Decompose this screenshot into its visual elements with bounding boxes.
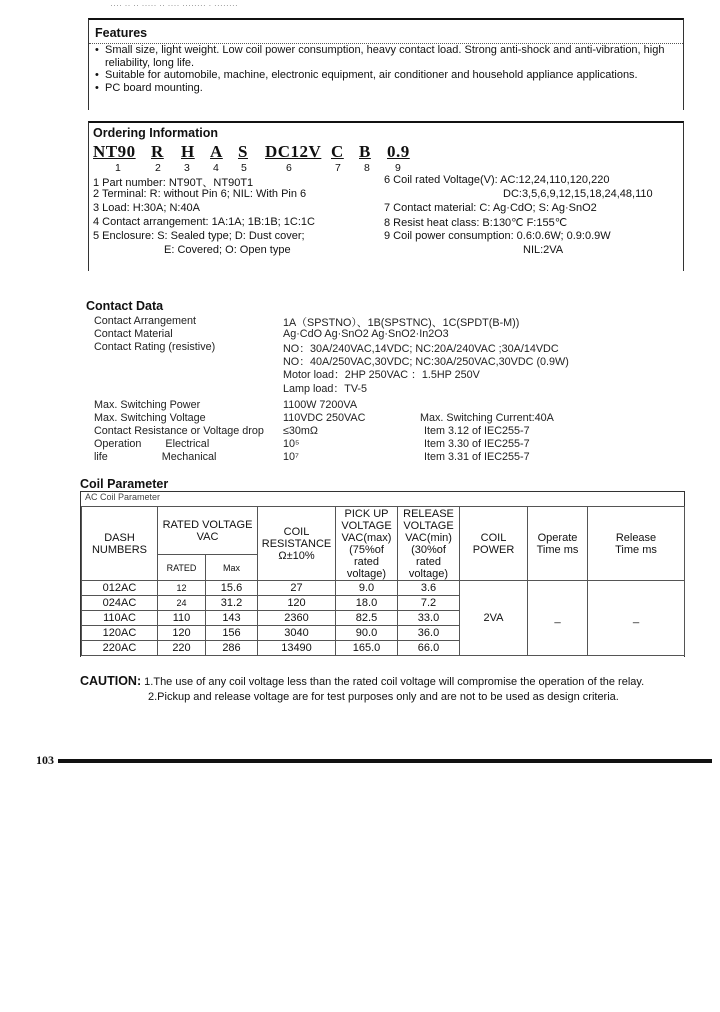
- code-power: 0.9: [387, 142, 410, 161]
- header-power: COIL POWER: [460, 507, 528, 581]
- ordering-box: [88, 121, 684, 271]
- cell-resistance: 13490: [258, 641, 336, 656]
- cell-release: 36.0: [398, 626, 460, 641]
- table-row: [82, 581, 685, 596]
- feature-item: • Suitable for automobile, machine, electronic equipment, air conditioner and household appliance applications.: [93, 69, 677, 82]
- code-arrangement: A: [210, 142, 223, 161]
- switching-value: 10⁵: [283, 438, 300, 450]
- code-enclosure: S: [238, 142, 248, 161]
- ordering-load: 3 Load: H:30A; N:40A: [93, 202, 201, 214]
- cell-release: 7.2: [398, 596, 460, 611]
- header-resistance: COIL RESISTANCE Ω±10%: [258, 507, 336, 581]
- cell-max: 156: [206, 626, 258, 641]
- switching-label: Contact Resistance or Voltage drop: [94, 425, 264, 437]
- code-heat-class: B: [359, 142, 371, 161]
- header-rated-voltage: RATED VOLTAGE VAC: [158, 507, 258, 555]
- ordering-enclosure: 5 Enclosure: S: Sealed type; D: Dust cover;: [93, 230, 305, 242]
- caution-label: CAUTION:: [80, 674, 142, 688]
- cell-max: 143: [206, 611, 258, 626]
- feature-item: • Small size, light weight. Low coil power consumption, heavy contact load. Strong anti-shock and anti-vibration, high reliability, long life.: [93, 44, 677, 69]
- switching-extra: Item 3.12 of IEC255-7: [424, 425, 530, 437]
- cell-pickup: 90.0: [336, 626, 398, 641]
- cell-pickup: 82.5: [336, 611, 398, 626]
- code-index: 5: [241, 162, 247, 174]
- cell-resistance: 27: [258, 581, 336, 596]
- code-index: 3: [184, 162, 190, 174]
- feature-item: • PC board mounting.: [93, 82, 677, 95]
- contact-label: Contact Rating (resistive): [94, 341, 216, 353]
- code-index: 7: [335, 162, 341, 174]
- cell-rated: 110: [158, 611, 206, 626]
- contact-label: Contact Material: [94, 328, 173, 340]
- contact-data-title: Contact Data: [86, 299, 164, 313]
- cell-dash: 220AC: [82, 641, 158, 656]
- code-index: 4: [213, 162, 219, 174]
- ordering-contact-material: 7 Contact material: C: Ag·CdO; S: Ag·SnO2: [384, 202, 597, 214]
- code-index: 8: [364, 162, 370, 174]
- ordering-coil-voltage-dc: DC:3,5,6,9,12,15,18,24,48,110: [503, 188, 653, 200]
- code-index: 9: [395, 162, 401, 174]
- coil-title: Coil Parameter: [80, 477, 169, 491]
- ordering-arrangement: 4 Contact arrangement: 1A:1A; 1B:1B; 1C:1C: [93, 216, 315, 228]
- coil-caption: AC Coil Parameter: [85, 492, 161, 502]
- switching-value: 1100W 7200VA: [283, 399, 358, 411]
- switching-value: ≤30mΩ: [283, 425, 319, 437]
- contact-value: 1A（SPSTNO）、1B(SPSTNC)、1C(SPDT(B-M)): [283, 317, 520, 329]
- code-index: 6: [286, 162, 292, 174]
- code-voltage: DC12V: [265, 142, 322, 161]
- switching-extra: Item 3.31 of IEC255-7: [424, 451, 530, 463]
- header-rated: RATED: [158, 555, 206, 581]
- contact-value: Lamp load：TV-5: [283, 383, 368, 395]
- switching-extra: Max. Switching Current:40A: [420, 412, 554, 424]
- code-index: 2: [155, 162, 161, 174]
- contact-label: Contact Arrangement: [94, 315, 197, 327]
- code-index: 1: [115, 162, 121, 174]
- cell-rated: 12: [158, 581, 206, 596]
- ordering-part-number: 1 Part number: NT90T、NT90T1: [93, 177, 254, 189]
- cell-max: 31.2: [206, 596, 258, 611]
- cell-resistance: 2360: [258, 611, 336, 626]
- code-load: H: [181, 142, 195, 161]
- cell-release-time: _: [588, 581, 685, 656]
- cell-dash: 012AC: [82, 581, 158, 596]
- cell-pickup: 165.0: [336, 641, 398, 656]
- code-part: NT90: [93, 142, 136, 161]
- cell-rated: 220: [158, 641, 206, 656]
- ordering-coil-power-nil: NIL:2VA: [523, 244, 564, 256]
- caution-text-1: 1.The use of any coil voltage less than the rated coil voltage will compromise the operation of the relay.: [144, 676, 645, 688]
- cell-release: 33.0: [398, 611, 460, 626]
- contact-value: Ag·CdO Ag·SnO2 Ag·SnO2·In2O3: [283, 328, 449, 340]
- cell-resistance: 120: [258, 596, 336, 611]
- cell-rated: 120: [158, 626, 206, 641]
- switching-label: Operation Electrical: [94, 438, 210, 450]
- features-title: Features: [95, 26, 148, 40]
- ordering-terminal: 2 Terminal: R: without Pin 6; NIL: With Pin 6: [93, 188, 307, 200]
- switching-extra: Item 3.30 of IEC255-7: [424, 438, 530, 450]
- header-release-time: Release Time ms: [588, 507, 685, 581]
- caution-line-1: [80, 674, 644, 688]
- features-box: [88, 18, 684, 110]
- cell-dash: 110AC: [82, 611, 158, 626]
- top-cut-text: ···· ·· ·· ····· ·· ···· ········ · ········: [110, 0, 238, 10]
- cell-pickup: 18.0: [336, 596, 398, 611]
- code-terminal: R: [151, 142, 164, 161]
- coil-table-box: [80, 491, 685, 657]
- header-release: RELEASE VOLTAGE VAC(min) (30%of rated voltage): [398, 507, 460, 581]
- cell-max: 15.6: [206, 581, 258, 596]
- switching-label: Max. Switching Voltage: [94, 412, 206, 424]
- header-max: Max: [206, 555, 258, 581]
- ordering-heat-class: 8 Resist heat class: B:130℃ F:155℃: [384, 217, 568, 229]
- cell-release: 66.0: [398, 641, 460, 656]
- ordering-coil-voltage: 6 Coil rated Voltage(V): AC:12,24,110,120,220: [384, 174, 610, 186]
- ordering-title: Ordering Information: [93, 126, 218, 140]
- header-pickup: PICK UP VOLTAGE VAC(max) (75%of rated voltage): [336, 507, 398, 581]
- cell-max: 286: [206, 641, 258, 656]
- caution-text-2: 2.Pickup and release voltage are for test purposes only and are not to be used as design criteria.: [148, 691, 619, 703]
- header-operate-time: Operate Time ms: [528, 507, 588, 581]
- contact-value: NO：40A/250VAC,30VDC; NC:30A/250VAC,30VDC (0.9W): [283, 356, 569, 368]
- page-number: 103: [36, 753, 54, 767]
- ordering-enclosure-cont: E: Covered; O: Open type: [164, 244, 291, 256]
- contact-value: Motor load：2HP 250VAC ：1.5HP 250V: [283, 369, 480, 381]
- ordering-coil-power: 9 Coil power consumption: 0.6:0.6W; 0.9:0.9W: [384, 230, 611, 242]
- cell-resistance: 3040: [258, 626, 336, 641]
- switching-label: Max. Switching Power: [94, 399, 201, 411]
- cell-rated: 24: [158, 596, 206, 611]
- cell-coil-power: 2VA: [460, 581, 528, 656]
- footer-rule: [58, 759, 712, 763]
- cell-dash: 024AC: [82, 596, 158, 611]
- features-list: [93, 44, 677, 94]
- header-dash: DASH NUMBERS: [82, 507, 158, 581]
- code-material: C: [331, 142, 344, 161]
- cell-pickup: 9.0: [336, 581, 398, 596]
- contact-value: NO：30A/240VAC,14VDC; NC:20A/240VAC ;30A/14VDC: [283, 343, 559, 355]
- coil-table: [81, 506, 685, 656]
- cell-dash: 120AC: [82, 626, 158, 641]
- switching-label: life Mechanical: [94, 451, 217, 463]
- switching-value: 10⁷: [283, 451, 299, 463]
- cell-operate-time: _: [528, 581, 588, 656]
- cell-release: 3.6: [398, 581, 460, 596]
- switching-value: 110VDC 250VAC: [283, 412, 366, 424]
